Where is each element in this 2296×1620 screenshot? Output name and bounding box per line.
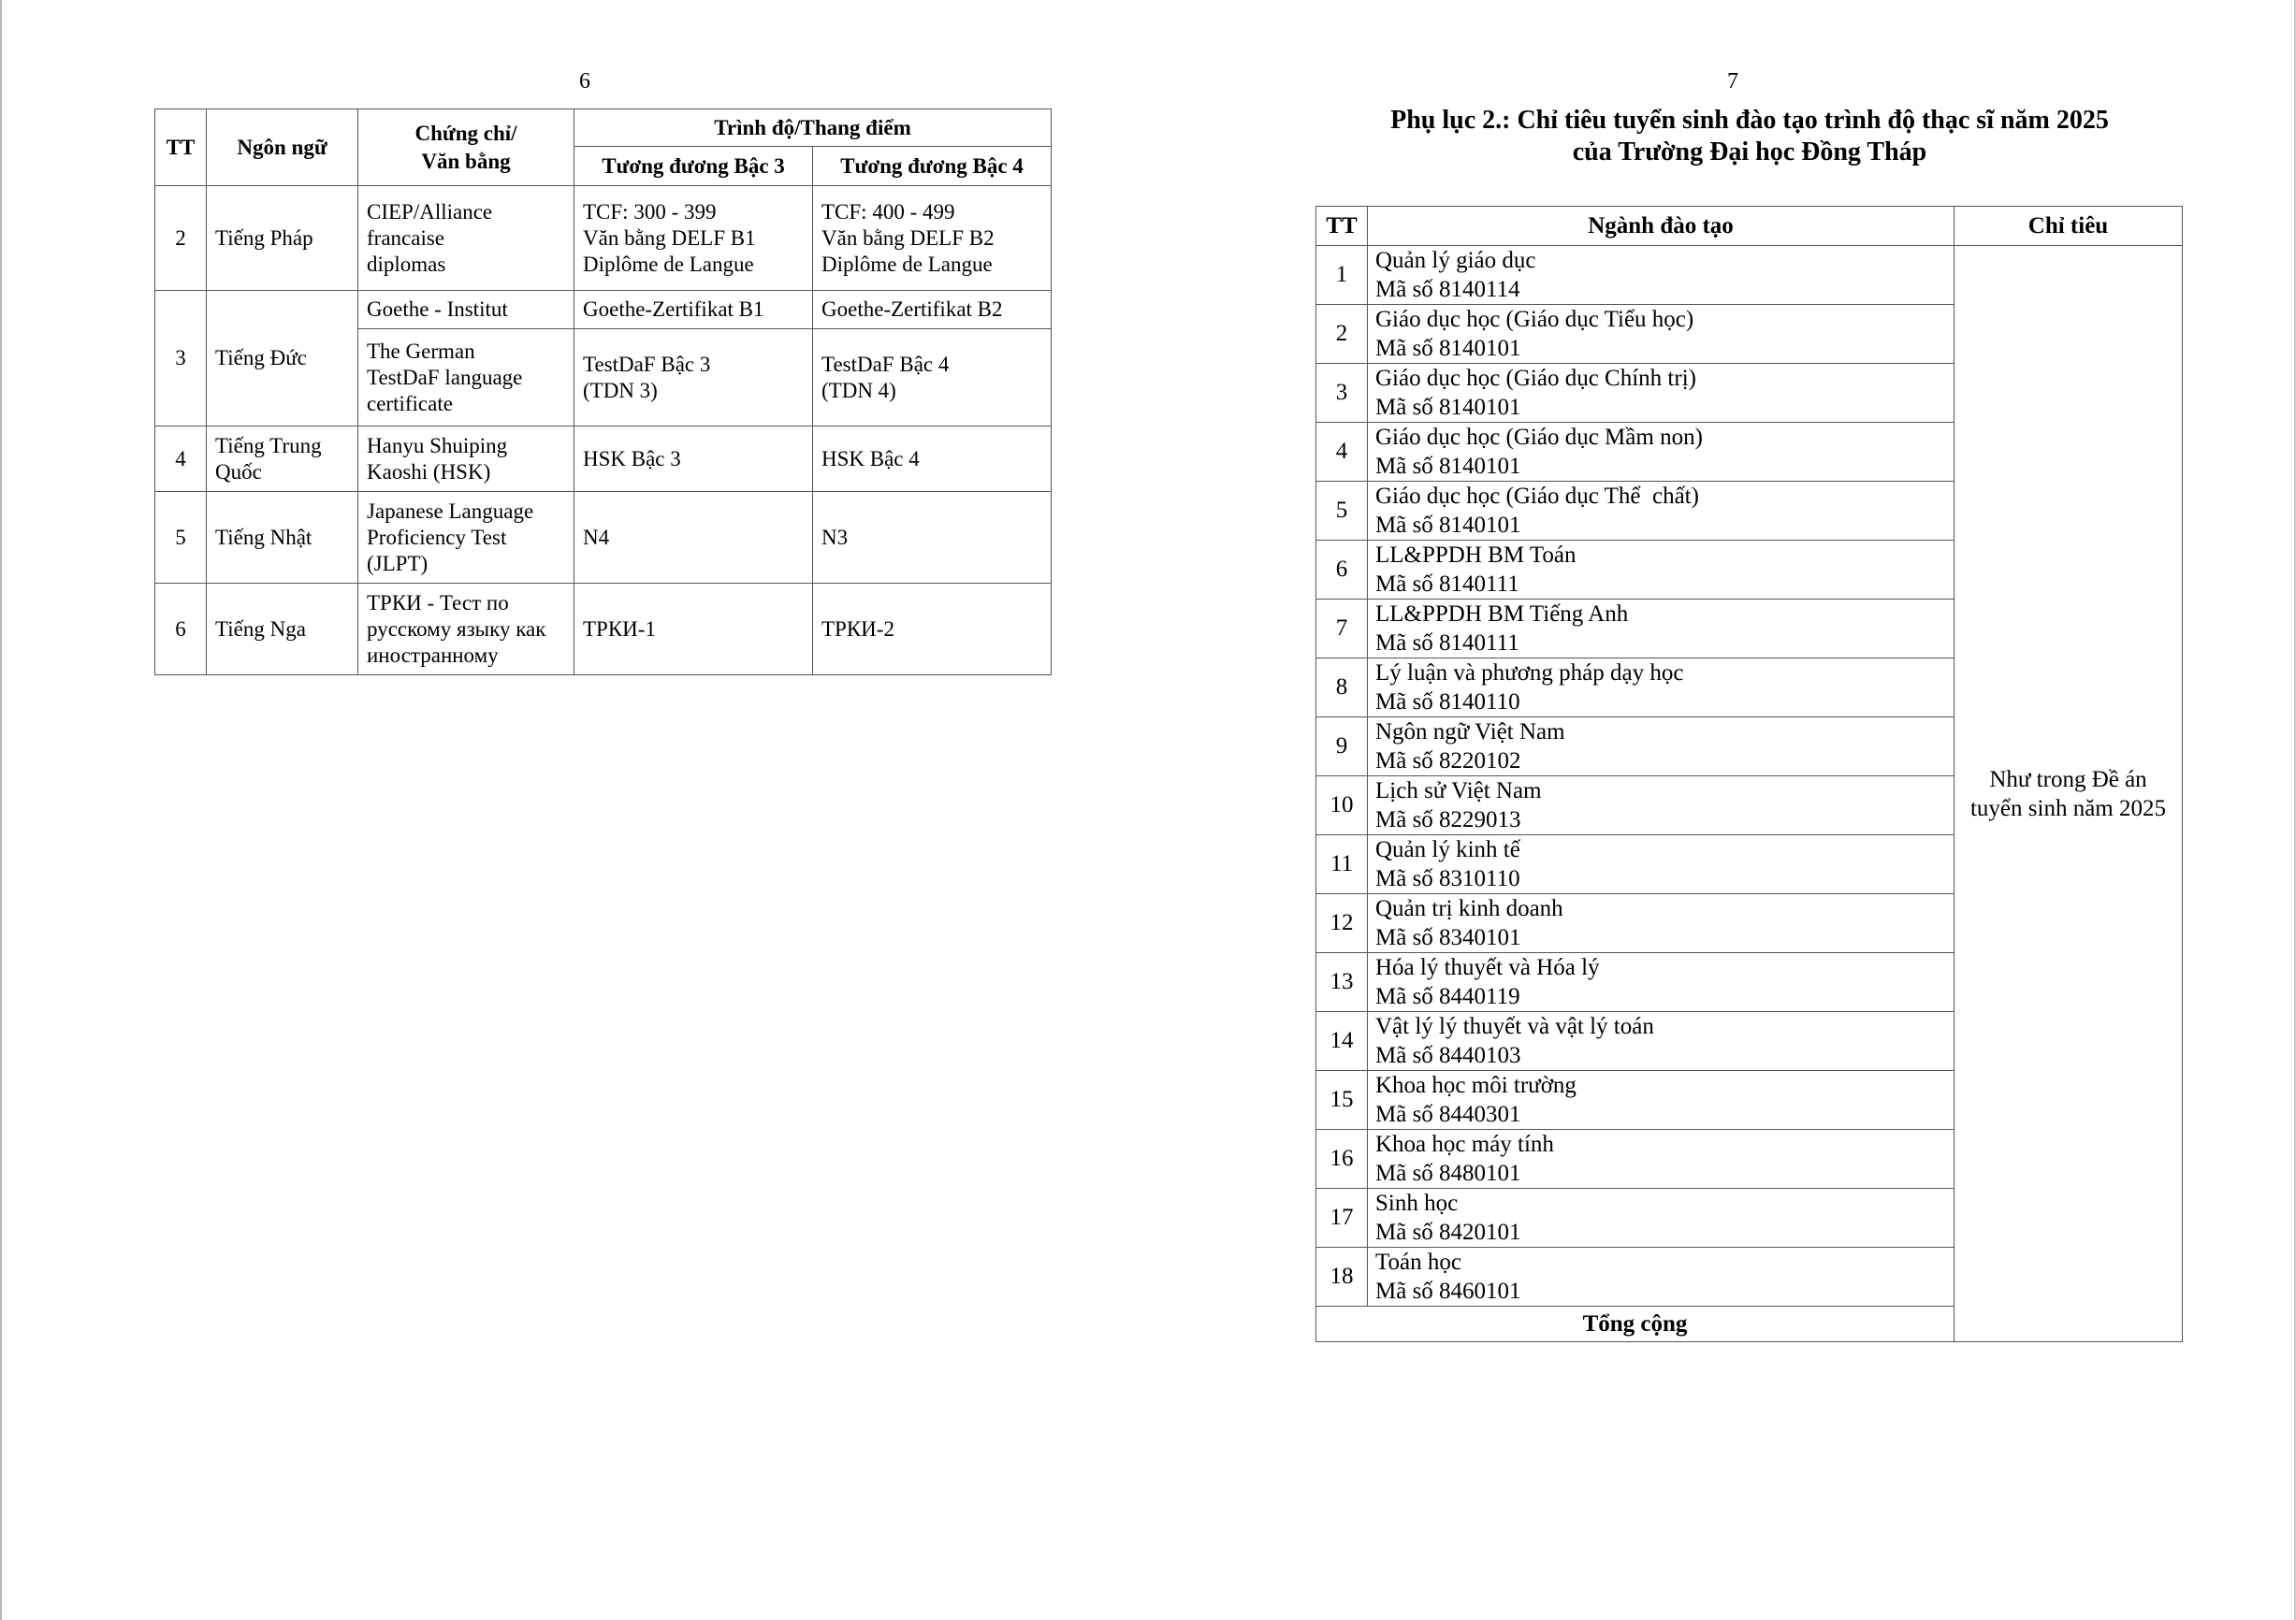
level-line: (TDN 3) (583, 378, 658, 402)
row-level3: Goethe-Zertifikat B1 (574, 291, 813, 329)
program-name: Lý luận và phương pháp dạy học (1375, 660, 1684, 686)
program-code: Mã số 8140101 (1375, 454, 1521, 479)
program-code: Mã số 8140114 (1375, 277, 1520, 302)
row-tt: 2 (155, 186, 207, 291)
program-name: Giáo dục học (Giáo dục Thể chất) (1375, 484, 1699, 509)
program-name: Khoa học máy tính (1375, 1132, 1554, 1157)
page-edge-left (0, 0, 2, 1620)
program-code: Mã số 8140111 (1375, 571, 1519, 597)
row-program (1368, 423, 1955, 482)
row-language: Tiếng Pháp (207, 186, 358, 291)
cert-line: The German (367, 339, 475, 363)
row-tt: 5 (1316, 482, 1368, 541)
program-code: Mã số 8460101 (1375, 1279, 1521, 1304)
cert-line: CIEP/Alliance (367, 199, 493, 224)
row-tt: 4 (1316, 423, 1368, 482)
program-name: Lịch sử Việt Nam (1375, 778, 1542, 803)
program-code: Mã số 8140110 (1375, 689, 1520, 715)
program-code: Mã số 8480101 (1375, 1161, 1521, 1186)
language-line: Quốc (215, 459, 262, 484)
row-language (207, 427, 358, 492)
row-level4: ТРКИ-2 (813, 584, 1052, 675)
program-name: Quản trị kinh doanh (1375, 896, 1563, 921)
row-tt: 11 (1316, 835, 1368, 894)
row-program (1368, 1071, 1955, 1130)
program-code: Mã số 8229013 (1375, 807, 1521, 832)
title-line-1: Phụ lục 2.: Chỉ tiêu tuyển sinh đào tạo trình độ thạc sĩ năm 2025 (1390, 106, 2109, 135)
cert-line: русскому языку как (367, 616, 546, 641)
cert-line: diplomas (367, 252, 446, 276)
row-program (1368, 1012, 1955, 1071)
row-tt: 12 (1316, 894, 1368, 953)
level-line: (TDN 4) (821, 378, 896, 402)
row-program (1368, 600, 1955, 658)
program-name: Giáo dục học (Giáo dục Tiểu học) (1375, 307, 1694, 332)
level-line: Diplôme de Langue (821, 252, 993, 276)
row-language: Tiếng Nga (207, 584, 358, 675)
program-name: Vật lý lý thuyết và vật lý toán (1375, 1014, 1654, 1039)
row-level4 (813, 186, 1052, 291)
program-code: Mã số 8440119 (1375, 984, 1520, 1009)
row-tt: 4 (155, 427, 207, 492)
row-tt: 8 (1316, 658, 1368, 717)
row-level3: HSK Bậc 3 (574, 427, 813, 492)
row-tt: 1 (1316, 246, 1368, 305)
program-code: Mã số 8140111 (1375, 630, 1519, 656)
table-row (155, 492, 1052, 584)
row-level4: HSK Bậc 4 (813, 427, 1052, 492)
row-program (1368, 364, 1955, 423)
row-level3: ТРКИ-1 (574, 584, 813, 675)
language-line: Tiếng Trung (215, 433, 322, 457)
header-cert-line2: Văn bằng (421, 149, 511, 173)
program-code: Mã số 8440301 (1375, 1102, 1521, 1127)
row-program (1368, 835, 1955, 894)
enrollment-quota-table (1315, 206, 2183, 1342)
row-program (1368, 541, 1955, 600)
program-code: Mã số 8440103 (1375, 1043, 1521, 1068)
header-tt: TT (1316, 207, 1368, 246)
row-tt: 6 (1316, 541, 1368, 600)
row-level4 (813, 329, 1052, 427)
row-tt: 5 (155, 492, 207, 584)
row-tt: 13 (1316, 953, 1368, 1012)
row-level3: N4 (574, 492, 813, 584)
language-certificate-table (154, 108, 1052, 675)
row-tt: 15 (1316, 1071, 1368, 1130)
row-tt: 10 (1316, 776, 1368, 835)
row-level4: Goethe-Zertifikat B2 (813, 291, 1052, 329)
cert-line: ТРКИ - Тест по (367, 590, 509, 615)
program-code: Mã số 8420101 (1375, 1220, 1521, 1245)
cert-line: Japanese Language (367, 499, 534, 523)
cert-line: (JLPT) (367, 551, 429, 575)
page-number-right: 7 (1727, 69, 1738, 94)
quota-line-1: Như trong Đề án (1989, 766, 2147, 792)
cert-line: francaise (367, 225, 444, 250)
level-line: Văn bằng DELF B1 (583, 225, 756, 250)
page-title (1329, 105, 2171, 168)
row-program (1368, 305, 1955, 364)
page-number-left: 6 (579, 69, 590, 94)
table-row (155, 291, 1052, 329)
row-tt: 2 (1316, 305, 1368, 364)
row-tt: 16 (1316, 1130, 1368, 1189)
program-name: Ngôn ngữ Việt Nam (1375, 719, 1565, 745)
row-tt: 17 (1316, 1189, 1368, 1248)
row-program (1368, 717, 1955, 776)
row-program (1368, 1248, 1955, 1307)
row-program (1368, 246, 1955, 305)
program-name: Quản lý giáo dục (1375, 248, 1536, 273)
header-tt: TT (155, 109, 207, 186)
level-line: Diplôme de Langue (583, 252, 754, 276)
level-line: TCF: 300 - 399 (583, 199, 717, 224)
program-name: Giáo dục học (Giáo dục Mầm non) (1375, 425, 1703, 450)
table-row (155, 584, 1052, 675)
header-level4: Tương đương Bậc 4 (813, 147, 1052, 186)
program-code: Mã số 8310110 (1375, 866, 1520, 891)
row-tt: 7 (1316, 600, 1368, 658)
row-level4: N3 (813, 492, 1052, 584)
cert-line: Hanyu Shuiping (367, 433, 508, 457)
row-language: Tiếng Đức (207, 291, 358, 427)
header-level-group: Trình độ/Thang điểm (574, 109, 1052, 147)
header-level3: Tương đương Bậc 3 (574, 147, 813, 186)
header-language: Ngôn ngữ (207, 109, 358, 186)
row-program (1368, 776, 1955, 835)
row-cert (358, 492, 574, 584)
program-name: Khoa học môi trường (1375, 1073, 1577, 1098)
row-cert: Goethe - Institut (358, 291, 574, 329)
level-line: TestDaF Bậc 3 (583, 352, 711, 376)
header-certificate (358, 109, 574, 186)
table-row (1316, 246, 2183, 305)
program-name: LL&PPDH BM Tiếng Anh (1375, 601, 1629, 627)
row-tt: 14 (1316, 1012, 1368, 1071)
row-cert (358, 584, 574, 675)
header-cert-line1: Chứng chỉ/ (414, 121, 517, 145)
program-code: Mã số 8340101 (1375, 925, 1521, 950)
row-cert (358, 427, 574, 492)
program-code: Mã số 8140101 (1375, 513, 1521, 538)
program-code: Mã số 8140101 (1375, 336, 1521, 361)
header-program: Ngành đào tạo (1368, 207, 1955, 246)
row-language: Tiếng Nhật (207, 492, 358, 584)
row-cert (358, 329, 574, 427)
row-program (1368, 1189, 1955, 1248)
row-level3 (574, 186, 813, 291)
row-cert (358, 186, 574, 291)
row-tt: 6 (155, 584, 207, 675)
title-line-2: của Trường Đại học Đồng Tháp (1572, 137, 1927, 166)
row-tt: 3 (1316, 364, 1368, 423)
row-tt: 3 (155, 291, 207, 427)
program-name: Sinh học (1375, 1191, 1459, 1216)
quota-line-2: tuyển sinh năm 2025 (1969, 795, 2166, 821)
row-program (1368, 482, 1955, 541)
row-tt: 9 (1316, 717, 1368, 776)
program-name: Toán học (1375, 1250, 1461, 1275)
level-line: TCF: 400 - 499 (821, 199, 955, 224)
total-label: Tổng cộng (1316, 1307, 1955, 1342)
row-program (1368, 1130, 1955, 1189)
level-line: Văn bằng DELF B2 (821, 225, 995, 250)
program-name: Quản lý kinh tế (1375, 837, 1520, 862)
quota-cell (1955, 246, 2183, 1342)
program-code: Mã số 8140101 (1375, 395, 1521, 420)
program-code: Mã số 8220102 (1375, 748, 1521, 774)
table-row (155, 427, 1052, 492)
cert-line: TestDaF language (367, 365, 523, 389)
row-program (1368, 658, 1955, 717)
program-name: Giáo dục học (Giáo dục Chính trị) (1375, 366, 1696, 391)
program-name: Hóa lý thuyết và Hóa lý (1375, 955, 1600, 980)
cert-line: иностранному (367, 643, 499, 667)
header-quota: Chỉ tiêu (1955, 207, 2183, 246)
level-line: TestDaF Bậc 4 (821, 352, 950, 376)
table-row (155, 186, 1052, 291)
program-name: LL&PPDH BM Toán (1375, 542, 1577, 568)
cert-line: certificate (367, 391, 453, 415)
row-program (1368, 894, 1955, 953)
cert-line: Kaoshi (HSK) (367, 459, 491, 484)
row-program (1368, 953, 1955, 1012)
cert-line: Proficiency Test (367, 525, 507, 549)
row-tt: 18 (1316, 1248, 1368, 1307)
row-level3 (574, 329, 813, 427)
